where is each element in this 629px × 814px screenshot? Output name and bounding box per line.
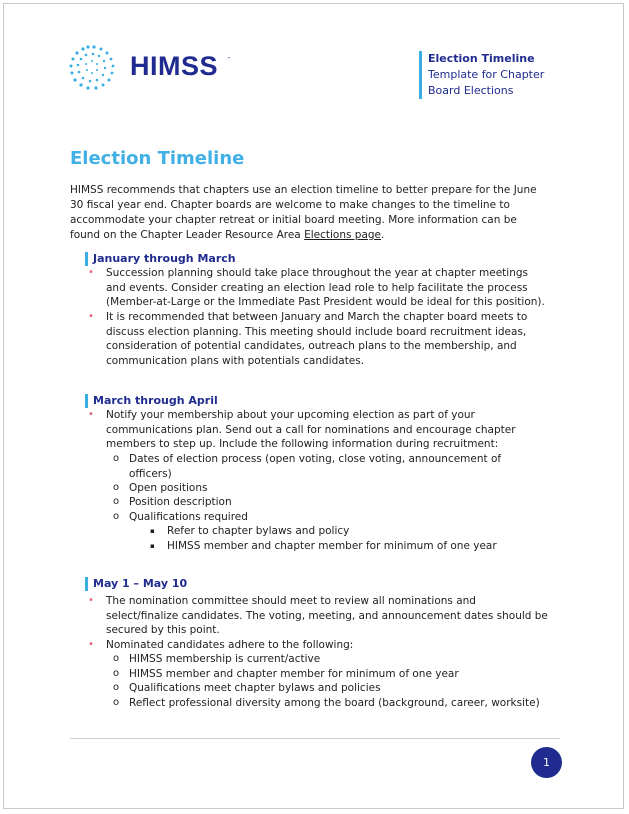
page-title: Election Timeline	[70, 148, 245, 169]
bullet-marker: •	[88, 595, 94, 606]
intro-text: HIMSS recommends that chapters use an election timeline to better prepare for the June 30 fiscal year end. Chapter boards are welcome to make changes to the timeline to accommodate your chapter retreat or initial board meeting. More information can be found on the Chapter Leader Resource Area	[70, 184, 537, 241]
sub-bullet-marker: o	[113, 482, 120, 493]
header-box-subtitle-2: Board Elections	[428, 84, 514, 97]
footer-divider	[70, 738, 560, 739]
bullet-marker: •	[88, 311, 94, 322]
subsub-list-item: HIMSS member and chapter member for minimum of one year	[167, 540, 497, 552]
header-info-box	[419, 51, 544, 99]
section-heading-mar-apr: March through April	[85, 394, 218, 408]
sub-bullet-marker: o	[113, 697, 120, 708]
sub-bullet-marker: o	[113, 496, 120, 507]
subsub-list-item: Refer to chapter bylaws and policy	[167, 525, 350, 537]
sub-list-item: Open positions	[129, 482, 208, 494]
list-item: Succession planning should take place throughout the year at chapter meetings and events. Consider creating an election lead role to help facilitate the process (Member-at-Large or the Immediate Past President would be ideal for this position).	[106, 267, 545, 309]
sub-list-item: Qualifications meet chapter bylaws and policies	[129, 682, 381, 694]
trademark-symbol: ™	[227, 56, 231, 61]
sub-bullet-marker: o	[113, 511, 120, 522]
sub-list-item: Position description	[129, 496, 232, 508]
bullet-marker: •	[88, 639, 94, 650]
subsub-bullet-marker: ▪	[150, 527, 155, 535]
sub-bullet-marker: o	[113, 653, 120, 664]
sub-list-item: HIMSS member and chapter member for minimum of one year	[129, 668, 459, 680]
section-heading-may: May 1 – May 10	[85, 577, 187, 591]
list-item: Nominated candidates adhere to the following:	[106, 639, 354, 651]
page-number-badge: 1	[531, 747, 562, 778]
document-page	[3, 3, 624, 809]
list-item: The nomination committee should meet to review all nominations and select/finalize candidates. The voting, meeting, and announcement dates should be secured by this point.	[106, 595, 548, 637]
section-heading-jan-mar: January through March	[85, 252, 236, 266]
sub-list-item: Qualifications required	[129, 511, 248, 523]
sub-list-item: HIMSS membership is current/active	[129, 653, 321, 665]
sub-bullet-marker: o	[113, 668, 120, 679]
sub-bullet-marker: o	[113, 453, 120, 464]
intro-paragraph	[70, 183, 542, 243]
sub-bullet-marker: o	[113, 682, 120, 693]
header-box-title: Election Timeline	[428, 52, 535, 65]
elections-page-link[interactable]: Elections page	[304, 229, 382, 241]
sub-list-item: Reflect professional diversity among the board (background, career, worksite)	[129, 697, 540, 709]
list-item: Notify your membership about your upcoming election as part of your communications plan. Send out a call for nominations and encourage chapter members to step up. Include the following information during recruitment:	[106, 409, 516, 451]
bullet-marker: •	[88, 267, 94, 278]
list-item: It is recommended that between January and March the chapter board meets to discuss election planning. This meeting should include board recruitment ideas, consideration of potential candidates, outreach plans to the membership, and communication plans with potentials candidates.	[106, 311, 528, 368]
bullet-marker: •	[88, 409, 94, 420]
intro-end: .	[381, 229, 385, 241]
subsub-bullet-marker: ▪	[150, 542, 155, 550]
sub-list-item: Dates of election process (open voting, close voting, announcement of officers)	[129, 453, 502, 480]
logo-wordmark: HIMSS	[130, 51, 219, 81]
header-box-subtitle-1: Template for Chapter	[428, 68, 545, 81]
